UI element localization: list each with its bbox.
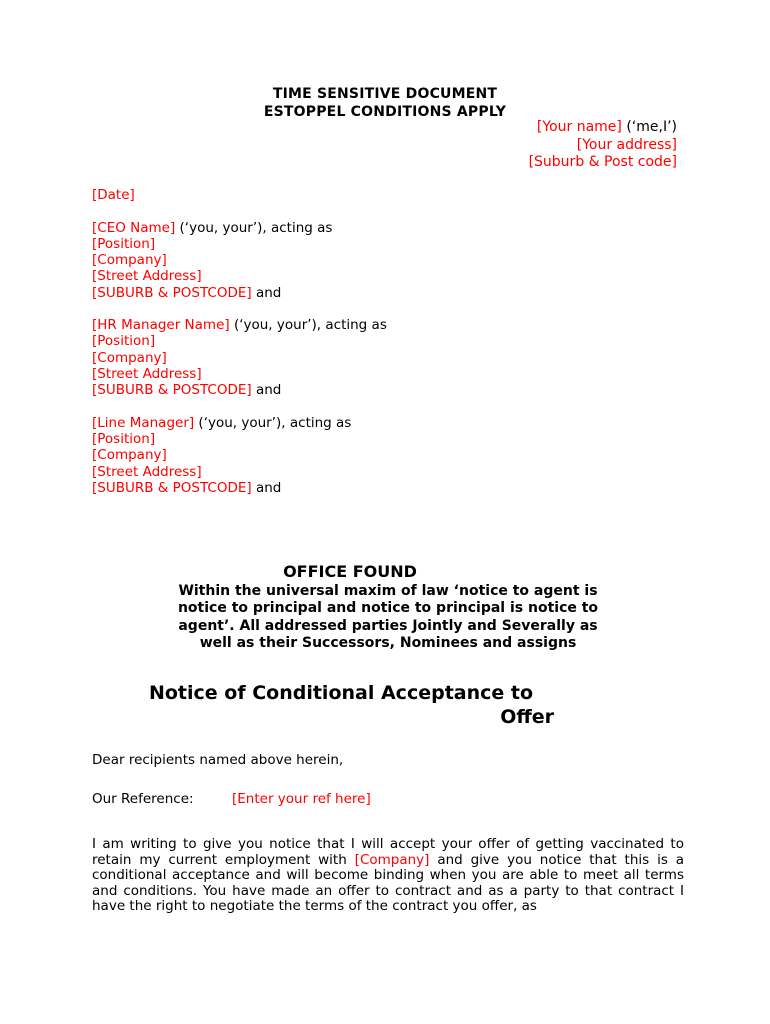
recipient-name-line bbox=[92, 220, 332, 236]
recipient-name-line bbox=[92, 415, 351, 431]
body-paragraph bbox=[92, 837, 684, 915]
date-field: [Date] bbox=[92, 187, 135, 203]
notice-title-line-2: Offer bbox=[500, 705, 554, 728]
recipient-suburb-line bbox=[92, 382, 281, 398]
recipient-company: [Company] bbox=[92, 447, 167, 463]
notice-title bbox=[128, 682, 554, 729]
legal-maxim-line: notice to principal and notice to principal is notice to bbox=[177, 600, 599, 617]
recipient-position: [Position] bbox=[92, 236, 156, 252]
recipient-role: (‘you, your’), acting as bbox=[194, 415, 352, 431]
sender-name: [Your name] bbox=[536, 119, 622, 135]
recipient-street: [Street Address] bbox=[92, 366, 202, 382]
recipient-suburb-line bbox=[92, 285, 281, 301]
reference-value: [Enter your ref here] bbox=[232, 791, 371, 807]
document-header-line-2: ESTOPPEL CONDITIONS APPLY bbox=[263, 104, 507, 120]
recipient-position: [Position] bbox=[92, 333, 156, 349]
recipient-suburb-line bbox=[92, 480, 281, 496]
sender-suburb: [Suburb & Post code] bbox=[528, 154, 677, 170]
recipient-conjunction: and bbox=[251, 285, 282, 301]
recipient-suburb: [SUBURB & POSTCODE] bbox=[92, 285, 252, 301]
recipient-suburb: [SUBURB & POSTCODE] bbox=[92, 382, 252, 398]
recipient-street: [Street Address] bbox=[92, 268, 202, 284]
recipient-name: [HR Manager Name] bbox=[92, 317, 230, 333]
body-text-part-2: and give you notice that this is a conditional acceptance and will become binding when you are able to meet all terms and conditions. You have made an offer to contract and as a party to that contract I have the right to negotiate the terms of the contract you offer, as bbox=[92, 851, 685, 914]
salutation: Dear recipients named above herein, bbox=[92, 752, 344, 768]
recipient-conjunction: and bbox=[251, 382, 282, 398]
body-company-placeholder: [Company] bbox=[354, 851, 430, 868]
recipient-name: [CEO Name] bbox=[92, 220, 176, 236]
legal-maxim-line: Within the universal maxim of law ‘notice to agent is bbox=[178, 583, 598, 599]
office-found-title: OFFICE FOUND bbox=[283, 562, 417, 581]
recipient-street: [Street Address] bbox=[92, 464, 202, 480]
recipient-position: [Position] bbox=[92, 431, 156, 447]
sender-address: [Your address] bbox=[576, 136, 677, 153]
recipient-company: [Company] bbox=[92, 252, 167, 268]
recipient-company: [Company] bbox=[92, 350, 167, 366]
notice-title-line-1: Notice of Conditional Acceptance to bbox=[148, 682, 534, 704]
sender-name-line bbox=[529, 119, 677, 137]
legal-maxim-line: well as their Successors, Nominees and assigns bbox=[199, 634, 577, 651]
recipient-conjunction: and bbox=[251, 480, 282, 496]
recipient-suburb: [SUBURB & POSTCODE] bbox=[92, 480, 252, 496]
recipient-name: [Line Manager] bbox=[92, 415, 195, 431]
sender-block bbox=[529, 119, 677, 172]
reference-label: Our Reference: bbox=[92, 791, 194, 807]
recipient-role: (‘you, your’), acting as bbox=[175, 220, 333, 236]
sender-name-suffix: (‘me,I’) bbox=[621, 119, 677, 135]
body-text-part-1: I am writing to give you notice that I will accept your offer of getting vaccinated to retain my current employment with bbox=[92, 836, 684, 868]
recipient-role: (‘you, your’), acting as bbox=[229, 317, 387, 333]
document-header-line-1: TIME SENSITIVE DOCUMENT bbox=[272, 86, 498, 102]
legal-maxim bbox=[150, 583, 626, 652]
legal-maxim-line: agent’. All addressed parties Jointly and Severally as bbox=[178, 617, 598, 634]
recipient-name-line bbox=[92, 317, 387, 333]
